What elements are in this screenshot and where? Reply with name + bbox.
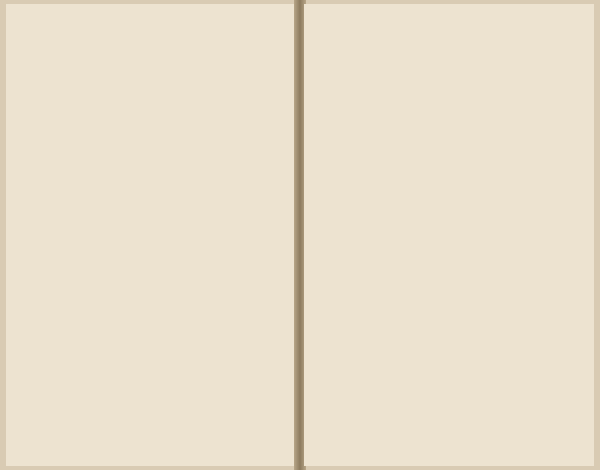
right-page-text xyxy=(320,30,578,430)
left-page xyxy=(6,4,296,466)
right-page xyxy=(304,4,594,466)
left-page-text xyxy=(22,30,280,430)
